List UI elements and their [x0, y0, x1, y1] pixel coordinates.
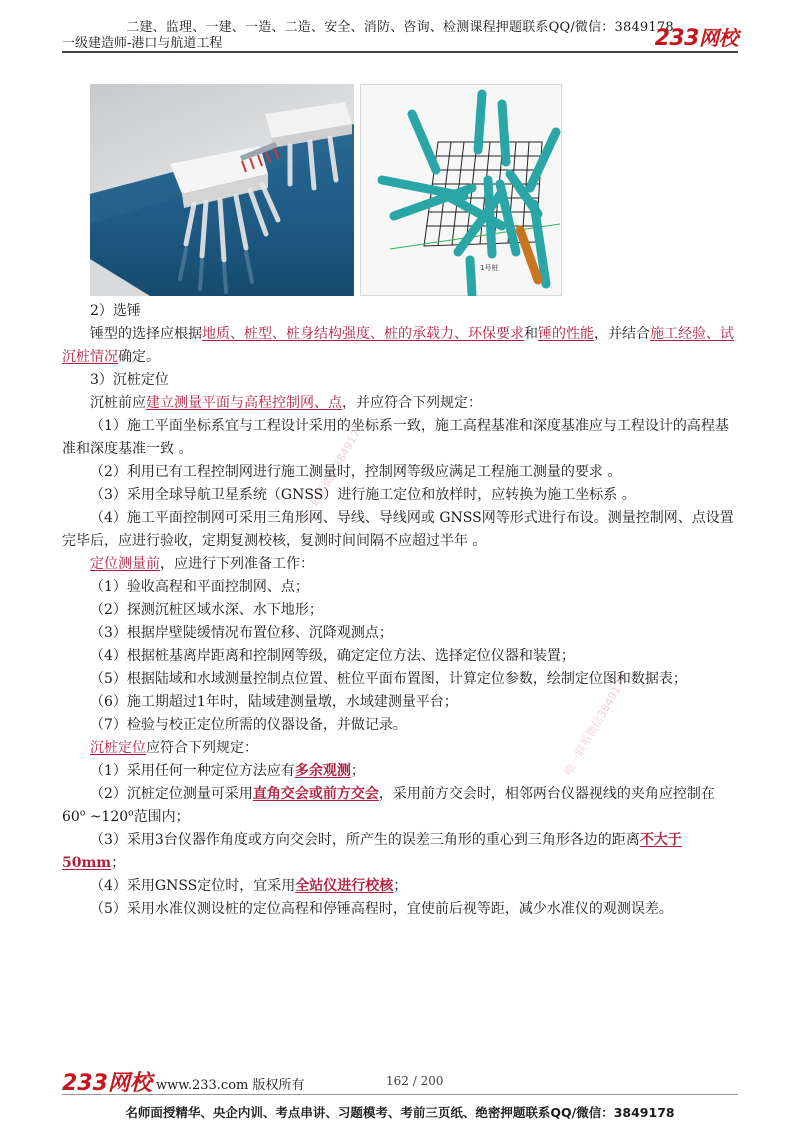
logo-text: 网校 [699, 26, 738, 50]
highlight-text: 施工经验、试沉桩情况 [62, 326, 734, 365]
document-body [62, 300, 738, 921]
document-subtitle: 一级建造师-港口与航道工程 [62, 36, 223, 51]
prep-item: （7）检验与校正定位所需的仪器设备，并做记录。 [90, 717, 407, 733]
pile-grid-graphic [360, 84, 562, 296]
rule-item: （2）利用已有工程控制网进行施工测量时，控制网等级应满足工程施工测量的要求 。 [90, 464, 622, 480]
highlight-text: 多余观测 [294, 763, 351, 779]
prep-item: （6）施工期超过1年时，陆域建测量墩，水域建测量平台； [90, 694, 458, 710]
highlight-text: 定位测量前 [90, 556, 160, 572]
pos-item: （1）采用任何一种定位方法应有多余观测； [90, 763, 365, 779]
pos-item: （4）采用GNSS定位时，宜采用全站仪进行校核； [90, 878, 408, 894]
paragraph-pos-intro: 沉桩定位应符合下列规定： [90, 740, 258, 756]
page-number: 162 / 200 [386, 1074, 444, 1088]
rule-item: （4）施工平面控制网可采用三角形网、导线、导线网或 GNSS网等形式进行布设。测量控制网、点设置完毕后，应进行验收，定期复测校核，复测时间间隔不应超过半年 。 [62, 510, 734, 549]
highlight-text: 地质、桩型、桩身结构强度、桩的承载力、环保要求 [202, 326, 524, 342]
prep-item: （4）根据桩基离岸距离和控制网等级，确定定位方法、选择定位仪器和装置； [90, 648, 575, 664]
pile-grid-model-image [360, 84, 562, 296]
section-title-positioning: 3）沉桩定位 [90, 372, 169, 388]
paragraph-positioning-intro: 沉桩前应建立测量平面与高程控制网、点，并应符合下列规定： [90, 395, 482, 411]
brand-logo [655, 22, 738, 51]
highlight-text: 全站仪进行校核 [295, 878, 394, 894]
footer-promo-line: 名师面授精华、央企内训、考点串讲、习题模考、考前三页纸、绝密押题联系QQ/微信：3849178 [125, 1105, 675, 1120]
highlight-text: 不大于50mm [62, 832, 682, 871]
highlight-text: 建立测量平面与高程控制网、点 [146, 395, 342, 411]
pos-item: （3）采用3台仪器作角度或方向交会时，所产生的误差三角形的重心到三角形各边的距离不大于50mm； [62, 832, 682, 871]
prep-item: （1）验收高程和平面控制网、点； [90, 579, 309, 595]
section-title-hammer: 2）选锤 [90, 303, 141, 319]
header-promo-line: 二建、监理、一建、一造、二造、安全、消防、咨询、检测课程押题联系QQ/微信：3849178 [126, 20, 674, 35]
pier-rendering-image [90, 84, 354, 296]
pile-label: 1号桩 [480, 264, 499, 272]
highlight-text: 直角交会或前方交会 [252, 786, 379, 802]
prep-item: （5）根据陆域和水域测量控制点位置、桩位平面布置图，计算定位参数，绘制定位图和数据表； [90, 671, 687, 687]
footer-copyright[interactable]: www.233.com 版权所有 [156, 1078, 305, 1093]
highlight-text: 沉桩定位 [90, 740, 146, 756]
prep-item: （2）探测沉桩区域水深、水下地形； [90, 602, 323, 618]
watermark: 唯一联系微信3849178 [297, 421, 367, 528]
rule-item: （3）采用全球导航卫星系统（GNSS）进行施工定位和放样时，应转换为施工坐标系 。 [90, 487, 636, 503]
footer-logo: 233网校 [62, 1071, 152, 1096]
watermark: 唯一联系微信3849178 [561, 671, 631, 778]
highlight-text: 锤的性能 [538, 326, 594, 342]
header-divider [62, 51, 738, 53]
paragraph-hammer-selection: 锤型的选择应根据地质、桩型、桩身结构强度、桩的承载力、环保要求和锤的性能，并结合施工经验、试沉桩情况确定。 [62, 326, 734, 365]
paragraph-prep-intro: 定位测量前，应进行下列准备工作： [90, 556, 314, 572]
logo-number: 233 [654, 26, 699, 51]
pos-item: （2）沉桩定位测量可采用直角交会或前方交会，采用前方交会时，相邻两台仪器视线的夹角应控制在60$^o$ ~120$^o$范围内； [62, 786, 715, 825]
rule-item: （1）施工平面坐标系宜与工程设计采用的坐标系一致，施工高程基准和深度基准应与工程设计的高程基准和深度基准一致 。 [62, 418, 729, 457]
pos-item: （5）采用水准仪测设桩的定位高程和停锤高程时，宜使前后视等距，减少水准仪的观测误差。 [90, 901, 673, 917]
footer-divider [62, 1094, 738, 1095]
pier-rendering-graphic [90, 84, 354, 296]
prep-item: （3）根据岸壁陡缓情况布置位移、沉降观测点； [90, 625, 393, 641]
